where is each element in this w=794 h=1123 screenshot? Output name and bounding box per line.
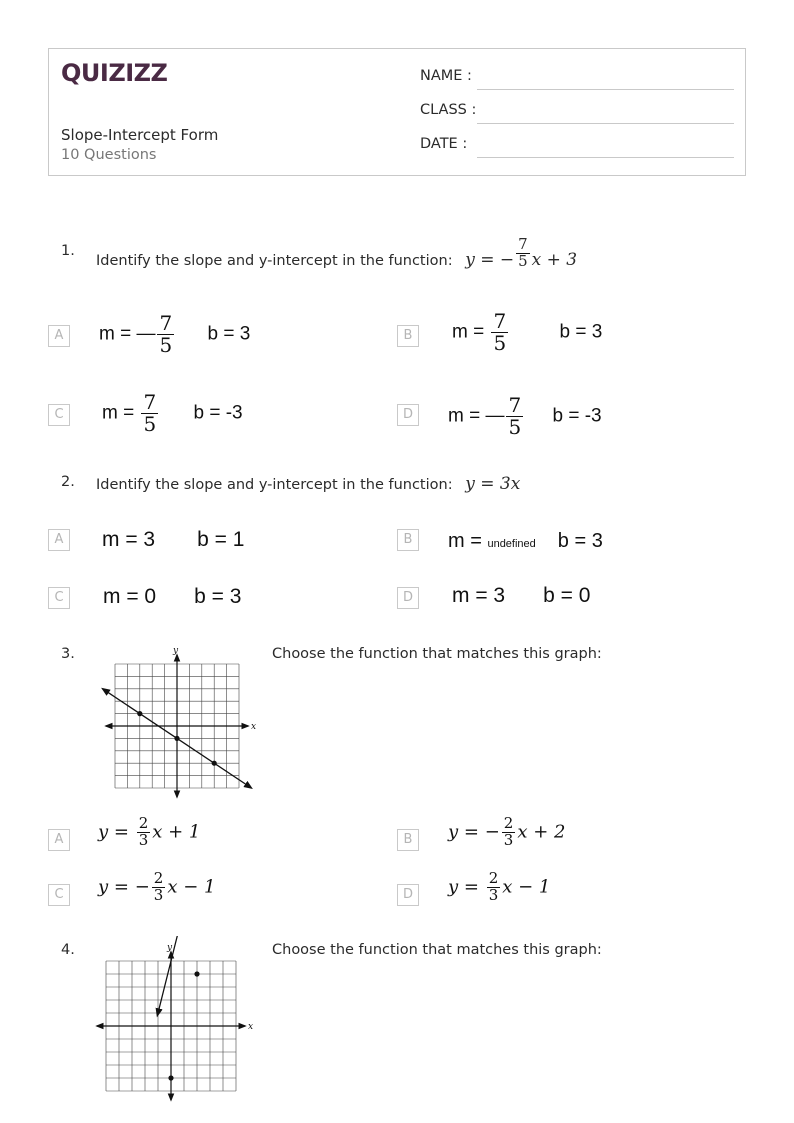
option-3c-sign: − <box>134 876 150 898</box>
option-1c-fraction <box>141 392 158 435</box>
function-rhs: x + 3 <box>531 250 578 270</box>
fraction-denominator: 5 <box>143 412 157 436</box>
option-2c-b-value: b = 3 <box>194 585 242 608</box>
question-count: 10 Questions <box>61 147 157 163</box>
option-3b-fraction <box>502 816 516 849</box>
date-label: DATE : <box>420 136 468 152</box>
date-field[interactable] <box>420 136 734 160</box>
option-2d[interactable] <box>452 584 590 608</box>
option-1b-fraction <box>491 311 508 354</box>
option-3d-lhs: y = <box>448 876 485 898</box>
option-1b-letter[interactable]: B <box>397 325 419 347</box>
question-3-graph <box>98 640 258 800</box>
class-field[interactable] <box>420 102 734 126</box>
plotted-point <box>168 1075 173 1080</box>
fraction-denominator: 5 <box>508 415 522 439</box>
option-3c-letter[interactable]: C <box>48 884 70 906</box>
option-1b[interactable] <box>452 311 602 354</box>
option-1d-letter[interactable]: D <box>397 404 419 426</box>
fraction-denominator: 3 <box>153 885 164 904</box>
question-2-prompt-text: Identify the slope and y-intercept in the function: <box>96 477 453 493</box>
option-3b-rhs: x + 2 <box>517 821 566 843</box>
option-1d-m-sign: — <box>485 405 505 427</box>
fraction-denominator: 3 <box>488 885 499 904</box>
option-2a-letter[interactable]: A <box>48 529 70 551</box>
question-2-function: y = 3x <box>465 474 521 494</box>
option-1b-m-label: m = <box>452 321 490 343</box>
question-1-function <box>465 235 578 270</box>
option-1d[interactable] <box>448 395 602 438</box>
quizizz-logo: QUIZIZZ <box>61 59 168 87</box>
option-3a-lhs: y = <box>98 821 135 843</box>
x-axis-label: x <box>248 1022 254 1032</box>
fraction-numerator: 2 <box>138 814 149 832</box>
option-2b-m-value: undefined <box>487 538 536 550</box>
fraction-numerator: 7 <box>159 311 173 335</box>
name-field[interactable] <box>420 68 734 92</box>
fraction-denominator: 3 <box>138 830 149 849</box>
option-3b-lhs: y = <box>448 821 485 843</box>
fraction-denominator: 3 <box>503 830 514 849</box>
option-1d-fraction <box>506 395 523 438</box>
function-line <box>157 936 201 1016</box>
plotted-point <box>212 761 217 766</box>
question-1-number: 1. <box>61 243 75 259</box>
option-2a-m-value: m = 3 <box>102 528 156 551</box>
option-3b-letter[interactable]: B <box>397 829 419 851</box>
worksheet-header <box>48 48 746 176</box>
fraction-numerator: 7 <box>518 235 528 254</box>
fraction-numerator: 2 <box>488 869 499 887</box>
option-1c-letter[interactable]: C <box>48 404 70 426</box>
option-1c[interactable] <box>102 392 243 435</box>
y-axis-label: y <box>167 943 173 953</box>
plotted-point <box>137 711 142 716</box>
option-3a-rhs: x + 1 <box>152 821 201 843</box>
option-1a-letter[interactable]: A <box>48 325 70 347</box>
option-1d-b-value: b = -3 <box>552 405 602 427</box>
fraction-numerator: 7 <box>143 390 157 414</box>
option-2a[interactable] <box>102 528 244 552</box>
class-label: CLASS : <box>420 102 477 118</box>
option-2c-letter[interactable]: C <box>48 587 70 609</box>
option-3a[interactable] <box>98 816 200 849</box>
option-3d-rhs: x − 1 <box>502 876 551 898</box>
function-lhs: y = − <box>465 250 515 270</box>
option-1a-m-label: m = <box>99 323 137 345</box>
fraction-numerator: 2 <box>153 869 164 887</box>
question-2-prompt <box>96 474 520 494</box>
question-1-prompt <box>96 235 578 270</box>
question-1-prompt-text: Identify the slope and y-intercept in the function: <box>96 253 453 269</box>
option-2a-b-value: b = 1 <box>197 528 245 551</box>
option-1a-fraction <box>157 313 174 356</box>
name-line[interactable] <box>477 89 734 90</box>
option-3a-letter[interactable]: A <box>48 829 70 851</box>
option-3c[interactable] <box>98 871 215 904</box>
option-3d[interactable] <box>448 871 550 904</box>
fraction-denominator: 5 <box>159 333 173 357</box>
option-1b-b-value: b = 3 <box>559 321 603 343</box>
option-2d-m-value: m = 3 <box>452 584 506 607</box>
option-1a-m-sign: — <box>136 323 156 345</box>
option-3c-lhs: y = <box>98 876 135 898</box>
option-2c[interactable] <box>103 585 241 609</box>
plotted-point <box>194 971 199 976</box>
option-1c-m-label: m = <box>102 402 140 424</box>
option-2b-m-label: m = <box>448 530 488 552</box>
option-2b[interactable] <box>448 530 603 553</box>
plotted-point <box>174 736 179 741</box>
option-3c-fraction <box>152 871 166 904</box>
option-3b[interactable] <box>448 816 565 849</box>
option-2b-letter[interactable]: B <box>397 529 419 551</box>
worksheet-title: Slope-Intercept Form <box>61 126 219 144</box>
option-1a[interactable] <box>99 313 250 356</box>
option-1c-b-value: b = -3 <box>193 402 243 424</box>
x-axis-label: x <box>251 722 257 732</box>
function-fraction <box>516 237 530 270</box>
y-axis-label: y <box>173 646 179 656</box>
question-4-number: 4. <box>61 942 75 958</box>
option-3d-fraction <box>487 871 501 904</box>
option-2c-m-value: m = 0 <box>103 585 157 608</box>
question-2-number: 2. <box>61 474 75 490</box>
fraction-numerator: 2 <box>503 814 514 832</box>
question-4-graph <box>92 936 258 1106</box>
fraction-numerator: 7 <box>508 393 522 417</box>
question-3-prompt: Choose the function that matches this graph: <box>272 646 602 662</box>
question-4-prompt: Choose the function that matches this graph: <box>272 942 602 958</box>
fraction-denominator: 5 <box>518 252 528 270</box>
question-3-number: 3. <box>61 646 75 662</box>
fraction-numerator: 7 <box>493 309 507 333</box>
option-3a-fraction <box>137 816 151 849</box>
class-line[interactable] <box>477 123 734 124</box>
name-label: NAME : <box>420 68 472 84</box>
option-2b-b-value: b = 3 <box>557 530 603 552</box>
date-line[interactable] <box>477 157 734 158</box>
option-3c-rhs: x − 1 <box>167 876 216 898</box>
option-3d-letter[interactable]: D <box>397 884 419 906</box>
option-2d-b-value: b = 0 <box>543 584 591 607</box>
option-3b-sign: − <box>484 821 500 843</box>
option-2d-letter[interactable]: D <box>397 587 419 609</box>
option-1d-m-label: m = <box>448 405 486 427</box>
option-1a-b-value: b = 3 <box>207 323 251 345</box>
fraction-denominator: 5 <box>493 331 507 355</box>
